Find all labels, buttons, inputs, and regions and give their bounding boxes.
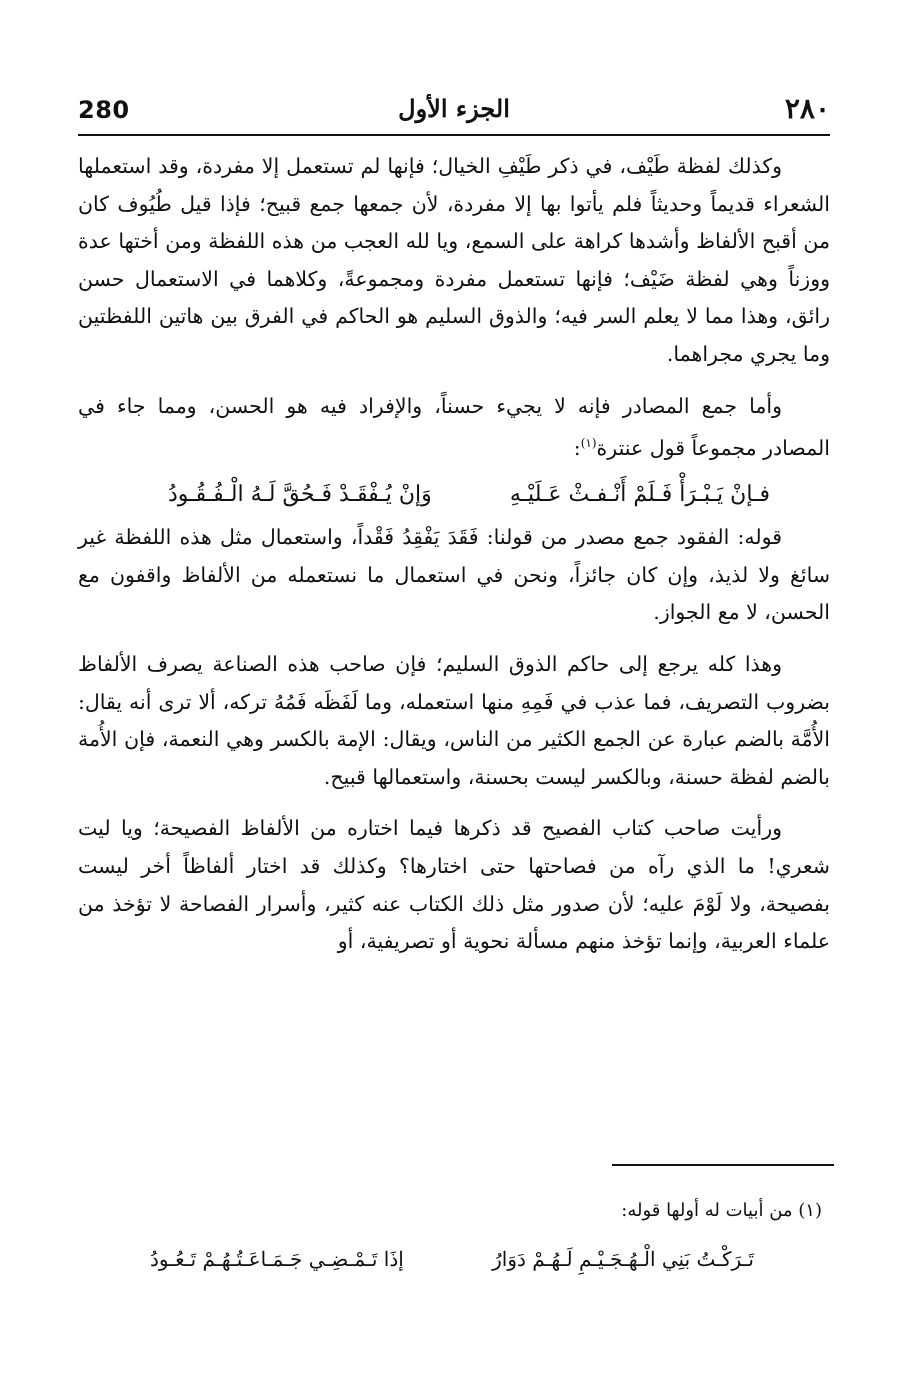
footnote-verse — [78, 1244, 830, 1274]
paragraph-3: قوله: الفقود جمع مصدر من قولنا: فَقَدَ يَفْقِدُ فَقْداً، واستعمال مثل هذه اللفظة غير سائغ ولا لذيذ، وإن كان جائزاً، ونحن في استعمال ما نستعمله من الألفاظ واقفون مع الحسن، لا مع الجواز. — [78, 525, 830, 625]
paragraph-2-colon: : — [573, 435, 581, 460]
paragraph-2 — [78, 388, 830, 468]
verse-second-hemistich: وَإنْ يُـفْقَـدْ فَـحُقَّ لَـهُ الْـفُـقُـودُ — [168, 481, 432, 507]
running-title: الجزء الأول — [398, 94, 510, 123]
page-header — [78, 92, 830, 132]
paragraph-1: وكذلك لفظة طَيْف، في ذكر طَيْفِ الخيال؛ فإنها لم تستعمل إلا مفردة، وقد استعملها الشعراء قديماً وحديثاً فلم يأتوا بها إلا مفردة، لأن جمعها جمع قبيح؛ فإذا قيل طُيُوف كان من أقبح الألفاظ وأشدها كراهة على السمع، ويا لله العجب من هذه اللفظة ومن أختها عدة ووزناً وهي لفظة ضَيْف؛ فإنها تستعمل مفردة ومجموعةً، وكلاهما في الاستعمال حسن رائق، وهذا مما لا يعلم السر فيه؛ والذوق السليم هو الحاكم في الفرق بين هاتين اللفظتين وما يجري مجراهما. — [78, 154, 830, 366]
page-number-arabic: ٢٨٠ — [784, 92, 830, 125]
footnote-verse-second: إذَا تَـمْـضِـي جَـمَـاعَـتُـهُـمْ تَـعُـودُ — [150, 1247, 404, 1271]
footnote — [78, 1196, 830, 1274]
footnote-rule — [612, 1164, 834, 1166]
footnote-verse-first: تَـرَكْـتُ بَنِي الْـهُـجَـيْـمِ لَـهُـمْ دَوَارُ — [492, 1247, 754, 1271]
footnote-text: (١) من أبيات له أولها قوله: — [621, 1200, 822, 1221]
verse-first-hemistich: فـإنْ يَـبْـرَأْ فَـلَمْ أَنْـفـثْ عَـلَيْـهِ — [509, 481, 770, 507]
poetry-verse — [78, 476, 830, 514]
paragraph-2-text: وأما جمع المصادر فإنه لا يجيء حسناً، والإفراد فيه هو الحسن، ومما جاء في المصادر مجموعاً قول عنترة — [78, 393, 830, 460]
page-number-latin: 280 — [78, 96, 130, 124]
main-text — [78, 148, 830, 961]
footnote-reference[interactable]: (١) — [580, 436, 597, 451]
paragraph-5: ورأيت صاحب كتاب الفصيح قد ذكرها فيما اختاره من الألفاظ الفصيحة؛ ويا ليت شعري! ما الذي رآه من فصاحتها حتى اختارها؟ وكذلك قد اختار ألفاظاً أخر ليست بفصيحة، ولا لَوْمَ عليه؛ لأن صدور مثل ذلك الكتاب عنه كثير، وأسرار الفصاحة لا تؤخذ من علماء العربية، وإنما تؤخذ منهم مسألة نحوية أو تصريفية، أو — [78, 816, 830, 954]
header-rule — [78, 134, 830, 136]
paragraph-4: وهذا كله يرجع إلى حاكم الذوق السليم؛ فإن صاحب هذه الصناعة يصرف الألفاظ بضروب التصريف، فما عذب في فَمِهِ منها استعمله، وما لَفَظَه فَمُهُ تركه، ألا ترى أنه يقال: الأُمَّة بالضم عبارة عن الجمع الكثير من الناس، ويقال: الإمة بالكسر وهي النعمة، فإن الأُمة بالضم لفظة حسنة، وبالكسر ليست بحسنة، واستعمالها قبيح. — [78, 651, 830, 789]
